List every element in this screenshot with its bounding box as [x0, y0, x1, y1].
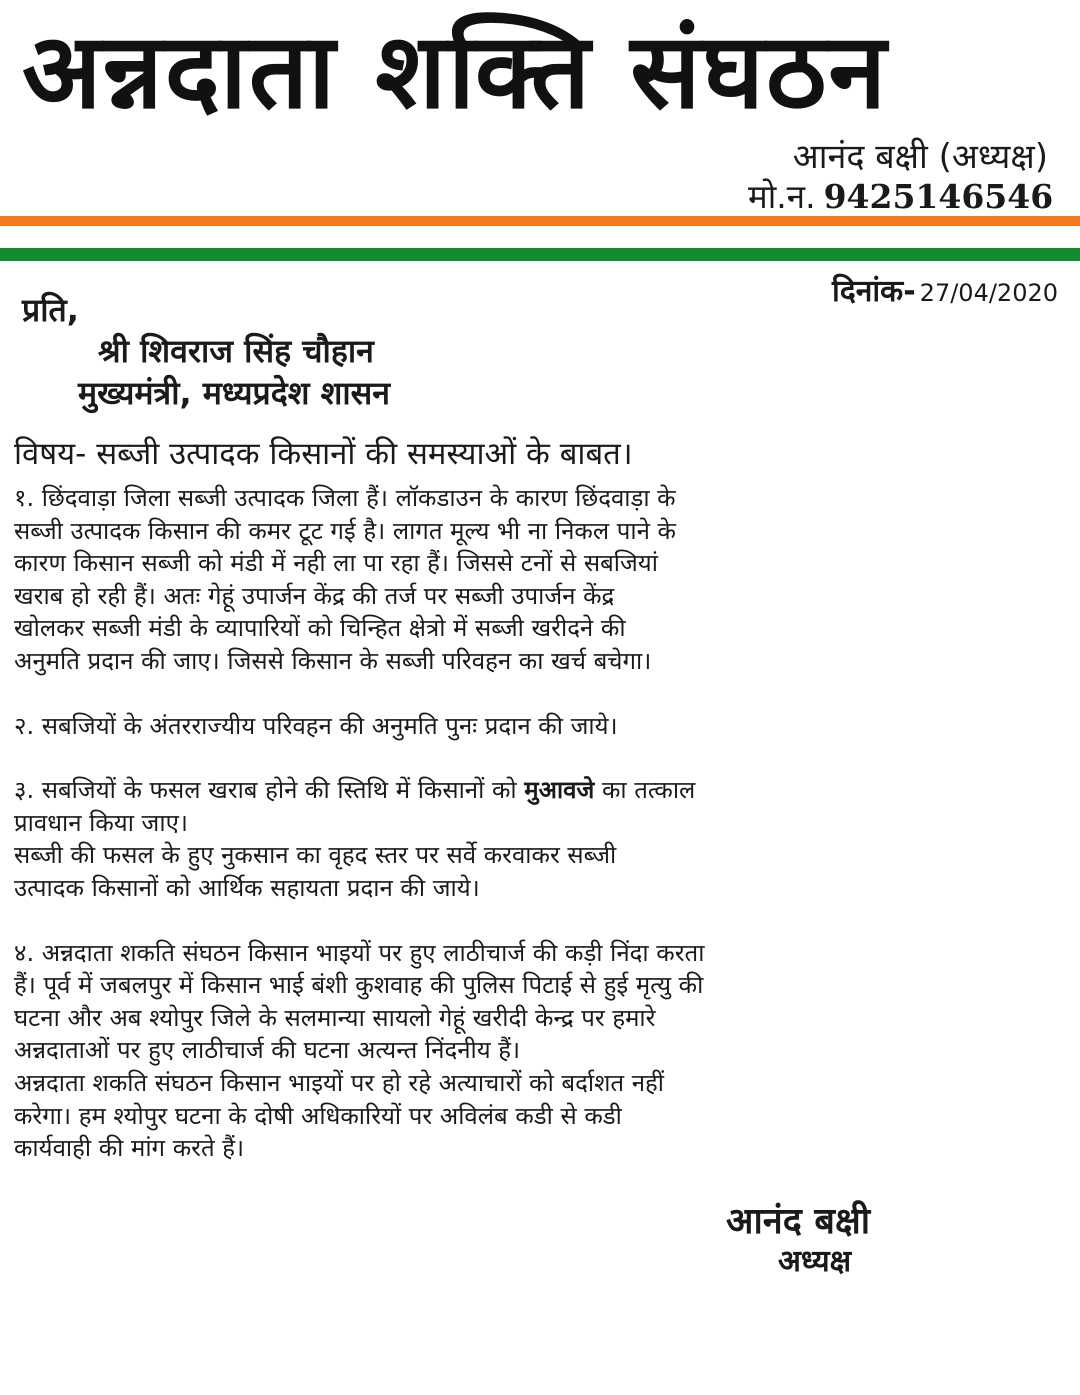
date-value: 27/04/2020: [919, 279, 1058, 307]
body-line: ४. अन्नदाता शकति संघठन किसान भाइयों पर हुए लाठीचार्ज की कड़ी निंदा करता: [14, 938, 705, 967]
body-line: खराब हो रही हैं। अतः गेहूं उपार्जन केंद्र की तर्ज पर सब्जी उपार्जन केंद्र: [14, 581, 615, 610]
body-line: कारण किसान सब्जी को मंडी में नही ला पा रहा हैं। जिससे टनों से सबजियां: [14, 549, 658, 578]
saffron-stripe: [0, 216, 1080, 226]
body-segment: ३. सबजियों के फसल खराब होने की स्तिथि में किसानों को: [14, 776, 517, 805]
letter-date: [832, 274, 1058, 311]
letter-body: [14, 482, 1064, 1165]
body-segment: का तत्काल: [601, 776, 696, 805]
president-name: आनंद बक्षी (अध्यक्ष): [792, 137, 1048, 177]
mobile-number: [748, 176, 1053, 218]
body-line: सब्जी उत्पादक किसान की कमर टूट गई है। लागत मूल्य भी ना निकल पाने के: [14, 516, 676, 545]
body-line: खोलकर सब्जी मंडी के व्यापारियों को चिन्हित क्षेत्रो में सब्जी खरीदने की: [14, 614, 626, 643]
salutation-to: प्रति,: [22, 291, 79, 329]
body-line: प्रावधान किया जाए।: [14, 808, 188, 837]
white-stripe: [0, 226, 1080, 248]
signature-name: आनंद बक्षी: [726, 1201, 871, 1242]
body-line: करेगा। हम श्योपुर घटना के दोषी अधिकारियों पर अविलंब कडी से कडी: [14, 1101, 622, 1130]
body-line: अनुमति प्रदान की जाए। जिससे किसान के सब्जी परिवहन का खर्च बचेगा।: [14, 646, 652, 675]
body-line: उत्पादक किसानों को आर्थिक सहायता प्रदान की जाये।: [14, 873, 480, 902]
paragraph-gap: [14, 678, 1064, 710]
paragraph-gap: [14, 905, 1064, 937]
body-line: अन्नदाता शकति संघठन किसान भाइयों पर हो रहे अत्याचारों को बर्दाशत नहीं: [14, 1068, 665, 1097]
body-line: २. सबजियों के अंतरराज्यीय परिवहन की अनुमति पुनः प्रदान की जाये।: [14, 711, 618, 740]
body-line: घटना और अब श्योपुर जिले के सलमान्या सायलो गेहूं खरीदी केन्द्र पर हमारे: [14, 1003, 656, 1032]
paragraph-gap: [14, 742, 1064, 774]
body-line: सब्जी की फसल के हुए नुकसान का वृहद स्तर पर सर्वे करवाकर सब्जी: [14, 841, 617, 870]
body-line: कार्यवाही की मांग करते हैं।: [14, 1134, 245, 1163]
date-label: दिनांक-: [832, 274, 916, 309]
recipient-title: मुख्यमंत्री, मध्यप्रदेश शासन: [78, 374, 391, 412]
letter-subject: विषय- सब्जी उत्पादक किसानों की समस्याओं के बाबत।: [14, 436, 633, 472]
body-line: अन्नदाताओं पर हुए लाठीचार्ज की घटना अत्यन्त निंदनीय हैं।: [14, 1036, 521, 1065]
emphasis-word: मुआवजे: [524, 776, 595, 805]
green-stripe: [0, 248, 1080, 261]
mobile-label: मो.न.: [748, 177, 816, 216]
body-line: [14, 774, 1064, 807]
mobile-value: 9425146546: [823, 177, 1054, 216]
signature-title: अध्यक्ष: [778, 1244, 852, 1279]
body-line: हैं। पूर्व में जबलपुर में किसान भाई बंशी कुशवाह की पुलिस पिटाई से हुई मृत्यु की: [14, 971, 704, 1000]
organization-title: अन्नदाता शक्ति संघठन: [22, 10, 889, 132]
recipient-name: श्री शिवराज सिंह चौहान: [98, 332, 374, 370]
body-line: १. छिंदवाड़ा जिला सब्जी उत्पादक जिला हैं। लॉकडाउन के कारण छिंदवाड़ा के: [14, 484, 676, 512]
